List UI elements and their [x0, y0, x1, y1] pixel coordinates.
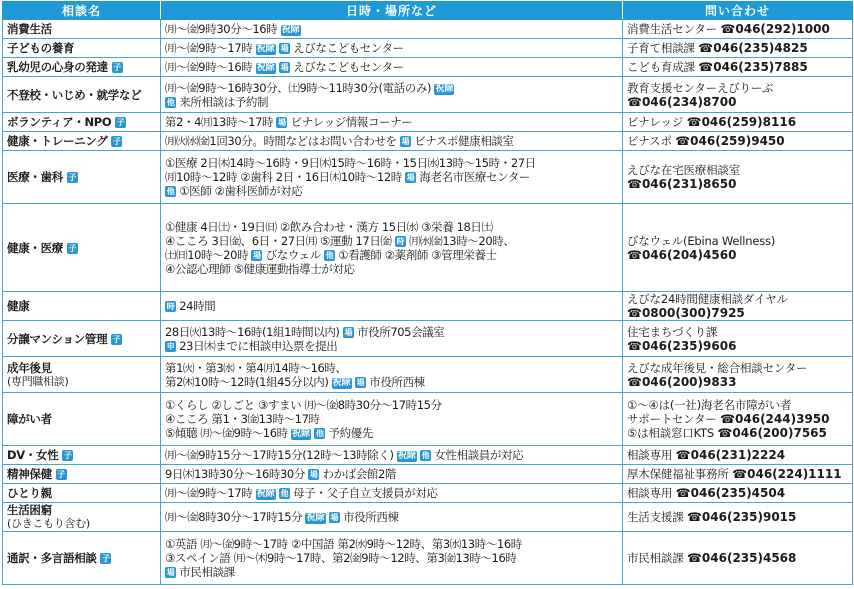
contact-line: ビナスポ ☎046(259)9450	[627, 134, 785, 148]
phone-number: ☎046(244)3950	[720, 412, 830, 426]
hours-icon: 時	[396, 236, 405, 246]
consult-contact	[623, 465, 853, 484]
details-line: 申 23日㈭までに相談申込票を提出	[166, 338, 338, 353]
category-label: 健康・トレーニング	[7, 134, 108, 148]
header-category: 相談名	[3, 2, 161, 20]
consult-contact	[623, 151, 853, 204]
category-sublabel: (ひきこもり含む)	[7, 517, 90, 530]
consult-contact	[623, 357, 853, 393]
table-row	[3, 113, 853, 132]
contact-line: ①〜④は(一社)海老名市障がい者	[627, 398, 792, 412]
contact-line: ビナレッジ ☎046(259)8116	[627, 115, 797, 129]
consult-category	[3, 357, 161, 393]
contact-line	[627, 339, 848, 353]
category-label: 医療・歯科	[7, 170, 63, 184]
table-row	[3, 446, 853, 465]
table-row	[3, 77, 853, 113]
consult-category	[3, 532, 161, 585]
contact-line	[627, 248, 848, 262]
consult-category	[3, 204, 161, 292]
category-label: ひとり親	[7, 486, 52, 500]
place-icon: 場	[278, 118, 286, 127]
consult-details	[161, 357, 623, 393]
consult-category	[3, 20, 161, 39]
place-icon: 場	[253, 250, 261, 260]
details-line: ㈯㈰10時〜20時 場 びなウェル 他 ①看護師 ②薬剤師 ③管理栄養士	[165, 247, 497, 262]
details-line: ①くらし ②しごと ③すまい ㈪〜㈮8時30分〜17時15分	[165, 398, 442, 412]
place-icon: 場	[344, 327, 353, 337]
phone-number: ☎046(204)4560	[627, 247, 737, 262]
consult-details	[161, 321, 623, 357]
other-note-icon: 他	[315, 429, 324, 438]
place-icon: 場	[330, 513, 339, 522]
category-label: 健康	[7, 299, 30, 313]
contact-line: えびな成年後見・総合相談センター	[627, 360, 808, 375]
child-icon: 子	[68, 173, 77, 182]
table-row	[3, 20, 853, 39]
contact-line: ⑤は相談窓口KTS ☎046(200)7565	[627, 426, 827, 440]
holiday-excluded-badge: 祝除	[292, 429, 311, 439]
table-row	[3, 503, 853, 532]
contact-line: 厚木保健福祉事務所 ☎046(224)1111	[627, 467, 842, 481]
consult-details	[161, 393, 623, 446]
holiday-excluded-badge: 祝除	[332, 377, 351, 388]
holiday-excluded-badge: 祝除	[435, 83, 454, 94]
table-row	[3, 204, 853, 292]
details-line: ㈪㈫㈬㈮1回30分。時間などはお問い合わせを 場 ビナスポ健康相談室	[165, 134, 514, 148]
contact-line: 住宅まちづくり課	[627, 324, 718, 339]
child-icon: 子	[57, 470, 65, 479]
place-icon: 場	[401, 137, 410, 146]
other-note-icon: 他	[421, 451, 430, 460]
consult-details	[161, 58, 623, 77]
category-label: 精神保健	[7, 467, 52, 481]
category-label: 乳幼児の心身の発達	[7, 60, 108, 74]
category-label: 障がい者	[7, 412, 52, 426]
consult-category	[3, 132, 161, 151]
consult-contact	[623, 532, 853, 585]
details-line: 第2・4㈪13時〜17時 場 ビナレッジ情報コーナー	[165, 115, 413, 129]
consult-details	[161, 151, 623, 204]
details-line: ①健康 4日㈯・19日㈰ ②飲み合わせ・漢方 15日㈬ ③栄養 18日㈯	[165, 219, 493, 234]
table-row	[3, 357, 853, 393]
phone-number: ☎046(235)9015	[686, 510, 797, 524]
contact-line	[627, 95, 848, 109]
contact-line	[627, 375, 848, 389]
category-label: 生活困窮	[7, 503, 52, 517]
holiday-excluded-badge: 祝除	[256, 44, 275, 54]
consult-category	[3, 465, 161, 484]
consult-contact	[623, 446, 853, 465]
consult-category	[3, 446, 161, 465]
table-row	[3, 132, 853, 151]
place-icon: 場	[406, 173, 415, 182]
category-label: 子どもの養育	[7, 41, 75, 55]
child-icon: 子	[63, 451, 72, 460]
details-line: 9日㈭13時30分〜16時30分 場 わかば会館2階	[165, 467, 397, 481]
child-icon: 子	[68, 243, 77, 253]
consult-details	[161, 77, 623, 113]
details-line: ④こころ 第1・3㈮13時〜17時	[165, 412, 320, 426]
consult-category	[3, 393, 161, 446]
consult-contact	[623, 292, 853, 321]
holiday-excluded-badge: 祝除	[256, 489, 275, 499]
child-icon: 子	[116, 118, 125, 127]
consult-category	[3, 321, 161, 357]
details-line: 時 24時間	[166, 299, 216, 313]
category-label: 通訳・多言語相談	[7, 551, 97, 565]
consult-details	[161, 113, 623, 132]
consult-contact	[623, 39, 853, 58]
holiday-excluded-badge: 祝除	[281, 25, 300, 35]
consult-contact	[623, 393, 853, 446]
consult-contact	[623, 77, 853, 113]
contact-line: 市民相談課 ☎046(235)4568	[627, 551, 797, 565]
details-line: 28日㈫13時〜16時(1組1時間以内) 場 市役所705会議室	[165, 324, 445, 339]
category-sublabel: (専門職相談)	[7, 374, 69, 388]
holiday-excluded-badge: 祝除	[397, 451, 416, 461]
phone-number: ☎046(234)8700	[627, 94, 737, 109]
phone-number: ☎0800(300)7925	[627, 306, 745, 320]
table-row	[3, 393, 853, 446]
other-note-icon: 他	[166, 187, 175, 196]
table-row	[3, 532, 853, 585]
header-details: 日時・場所など	[161, 2, 623, 20]
consult-contact	[623, 20, 853, 39]
contact-line: 子育て相談課 ☎046(235)4825	[627, 41, 808, 55]
consult-details	[161, 204, 623, 292]
consult-details	[161, 503, 623, 532]
consult-contact	[623, 503, 853, 532]
header-contact: 問い合わせ	[623, 2, 853, 20]
contact-line: 相談専用 ☎046(231)2224	[627, 448, 786, 462]
consult-details	[161, 484, 623, 503]
details-line: 第2㈭10時〜12時(1組45分以内) 祝除 場 市役所西棟	[165, 374, 425, 389]
child-icon: 子	[101, 554, 110, 563]
consult-details	[161, 532, 623, 585]
phone-number: ☎046(235)7885	[698, 60, 808, 74]
consult-contact	[623, 132, 853, 151]
table-body	[3, 20, 853, 585]
details-line: ㈪〜㈮8時30分〜17時15分 祝除 場 市役所西棟	[165, 510, 399, 524]
child-icon: 子	[113, 63, 121, 72]
contact-line: びなウェル(Ebina Wellness)	[627, 233, 776, 248]
table-row	[3, 58, 853, 77]
consult-category	[3, 58, 161, 77]
category-label: ボランティア・NPO	[7, 115, 112, 129]
consult-category	[3, 503, 161, 532]
phone-number: ☎046(200)7565	[717, 426, 827, 440]
table-row	[3, 465, 853, 484]
phone-number: ☎046(235)4504	[675, 486, 786, 500]
consult-contact	[623, 113, 853, 132]
consult-category	[3, 39, 161, 58]
consult-category	[3, 113, 161, 132]
category-label: 不登校・いじめ・就学など	[7, 87, 142, 102]
category-label: 健康・医療	[7, 240, 63, 255]
table-row	[3, 484, 853, 503]
contact-line	[627, 177, 848, 191]
phone-number: ☎046(235)4825	[698, 41, 808, 55]
phone-number: ☎046(200)9833	[627, 374, 737, 389]
details-line: ㈪〜㈮9時〜17時 祝除 他 母子・父子自立支援員が対応	[165, 486, 438, 500]
phone-number: ☎046(259)8116	[686, 115, 797, 129]
other-note-icon: 他	[166, 97, 175, 107]
holiday-excluded-badge: 祝除	[306, 513, 325, 523]
other-note-icon: 他	[325, 250, 334, 260]
consult-category	[3, 151, 161, 204]
category-label: 消費生活	[7, 22, 52, 36]
consult-details	[161, 465, 623, 484]
place-icon: 場	[280, 63, 289, 72]
consult-details	[161, 39, 623, 58]
details-line: ④公認心理師 ⑤健康運動指導士が対応	[165, 261, 355, 276]
place-icon: 場	[356, 377, 365, 387]
details-line: ①英語 ㈪〜㈮9時〜17時 ②中国語 第2㈬9時〜12時、第3㈬13時〜16時	[165, 537, 522, 551]
phone-number: ☎046(231)2224	[675, 448, 786, 462]
consult-details	[161, 132, 623, 151]
contact-line: 消費生活センター ☎046(292)1000	[627, 22, 830, 36]
phone-number: ☎046(235)9606	[627, 338, 737, 353]
table-row	[3, 39, 853, 58]
application-icon: 申	[166, 341, 175, 351]
holiday-excluded-badge: 祝除	[256, 63, 275, 73]
place-icon: 場	[280, 44, 289, 53]
table-row	[3, 292, 853, 321]
details-line: ㈪〜㈮9時〜17時 祝除 場 えびなこどもセンター	[165, 41, 404, 55]
contact-line: えびな在宅医療相談室	[627, 163, 740, 177]
details-line: ③スペイン語 ㈪〜㈭9時〜17時、第2㈮9時〜12時、第3㈮13時〜16時	[165, 551, 517, 565]
details-line: ㈪〜㈮9時〜16時30分、㈯9時〜11時30分(電話のみ) 祝除	[165, 80, 454, 95]
consult-category	[3, 484, 161, 503]
table-header-row	[3, 2, 853, 20]
details-line: ㈪〜㈮9時〜16時 祝除 場 えびなこどもセンター	[165, 60, 404, 74]
hours-icon: 時	[166, 302, 175, 311]
contact-line: 相談専用 ☎046(235)4504	[627, 486, 786, 500]
category-label: 成年後見	[7, 360, 52, 375]
details-line: ㈪10時〜12時 ②歯科 2日・16日㈭10時〜12時 場 海老名市医療センター	[165, 170, 530, 184]
details-line: 場 市民相談課	[166, 565, 235, 579]
child-icon: 子	[112, 137, 121, 146]
details-line: ④こころ 3日㈮、6日・27日㈪ ⑤運動 17日㈮ 時 ㈪㈬㈮13時〜20時、	[165, 233, 515, 248]
consult-contact	[623, 58, 853, 77]
consult-category	[3, 292, 161, 321]
category-label: DV・女性	[7, 448, 59, 462]
consult-details	[161, 20, 623, 39]
table-row	[3, 321, 853, 357]
details-line: 他 来所相談は予約制	[166, 94, 269, 109]
child-icon: 子	[112, 334, 121, 344]
consult-contact	[623, 321, 853, 357]
other-note-icon: 他	[280, 489, 289, 498]
contact-line: こども育成課 ☎046(235)7885	[627, 60, 808, 74]
phone-number: ☎046(231)8650	[627, 177, 737, 191]
consultation-table	[2, 1, 853, 585]
consult-contact	[623, 204, 853, 292]
details-line: 第1㈫・第3㈬・第4㈪14時〜16時、	[165, 360, 347, 375]
details-line: ⑤傾聴 ㈪〜㈮9時〜16時 祝除 他 予約優先	[165, 426, 373, 440]
phone-number: ☎046(235)4568	[686, 551, 797, 565]
consult-details	[161, 446, 623, 465]
details-line: ㈪〜㈮9時30分〜16時 祝除	[165, 22, 300, 36]
consult-category	[3, 77, 161, 113]
place-icon: 場	[166, 568, 175, 577]
place-icon: 場	[309, 470, 318, 479]
contact-line	[627, 306, 848, 320]
details-line: 他 ①医師 ②歯科医師が対応	[166, 184, 303, 198]
details-line: ①医療 2日㈭14時〜16時・9日㈭15時〜16時・15日㈬13時〜15時・27日	[165, 156, 536, 170]
phone-number: ☎046(292)1000	[720, 22, 830, 36]
table-row	[3, 151, 853, 204]
phone-number: ☎046(224)1111	[732, 467, 842, 481]
consult-details	[161, 292, 623, 321]
contact-line: サポートセンター ☎046(244)3950	[627, 412, 830, 426]
phone-number: ☎046(259)9450	[675, 134, 785, 148]
consult-contact	[623, 484, 853, 503]
contact-line: えびな24時間健康相談ダイヤル	[627, 292, 788, 306]
category-label: 分譲マンション管理	[7, 331, 108, 346]
contact-line: 生活支援課 ☎046(235)9015	[627, 510, 797, 524]
contact-line: 教育支援センターえびりーぶ	[627, 80, 774, 95]
details-line: ㈪〜㈮9時15分〜17時15分(12時〜13時除く) 祝除 他 女性相談員が対応	[165, 448, 524, 462]
